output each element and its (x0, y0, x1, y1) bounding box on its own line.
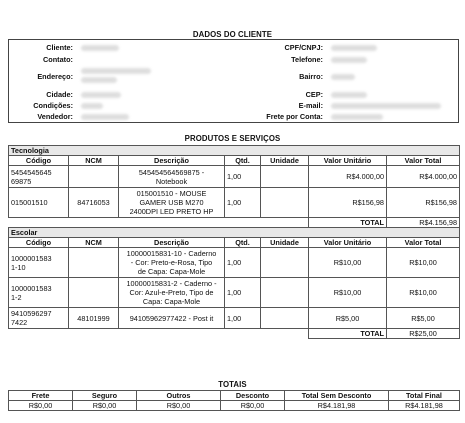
group-total-value: R$4.156,98 (387, 218, 460, 228)
group-total-label: TOTAL (309, 329, 387, 339)
cell-codigo: 015001510 (9, 188, 69, 218)
cell-qtd: 1,00 (225, 308, 261, 329)
label-cliente: Cliente: (46, 43, 73, 52)
col-descricao: Descrição (119, 238, 225, 248)
totals-header-outros: Outros (137, 391, 221, 401)
group-total-value: R$25,00 (387, 329, 460, 339)
products-section-title: PRODUTOS E SERVIÇOS (184, 134, 281, 143)
cell-codigo: 1000001583 1-10 (9, 248, 69, 278)
products-table (8, 145, 460, 339)
cell-valor-unitario: R$156,98 (309, 188, 387, 218)
cell-unidade (261, 278, 309, 308)
cell-codigo: 1000001583 1-2 (9, 278, 69, 308)
cell-valor-total: R$10,00 (387, 278, 460, 308)
group-name: Tecnologia (9, 146, 460, 156)
cell-ncm (69, 248, 119, 278)
col-codigo: Código (9, 238, 69, 248)
cell-descricao: 10000015831-2 - Caderno - Cor: Azul-e-Preto, Tipo de Capa: Capa-Mole (119, 278, 225, 308)
redacted-email (331, 103, 441, 109)
label-contato: Contato: (43, 55, 73, 64)
group-name: Escolar (9, 228, 460, 238)
totals-header-desconto: Desconto (221, 391, 285, 401)
cell-valor-total: R$156,98 (387, 188, 460, 218)
label-telefone: Telefone: (291, 55, 323, 64)
totals-value-total-final: R$4.181,98 (389, 401, 460, 411)
group-total-label: TOTAL (309, 218, 387, 228)
totals-value-frete: R$0,00 (9, 401, 73, 411)
redacted-condicoes (81, 103, 103, 109)
redacted-bairro (331, 74, 355, 80)
cell-unidade (261, 188, 309, 218)
table-row (9, 308, 460, 329)
redacted-vendedor (81, 114, 129, 120)
cell-ncm (69, 278, 119, 308)
redacted-cpf-cnpj (331, 45, 377, 51)
cell-qtd: 1,00 (225, 188, 261, 218)
table-row (9, 278, 460, 308)
col-unidade: Unidade (261, 238, 309, 248)
col-unidade: Unidade (261, 156, 309, 166)
cell-unidade (261, 308, 309, 329)
cell-valor-unitario: R$4.000,00 (309, 166, 387, 188)
redacted-cidade (81, 92, 121, 98)
redacted-cliente (81, 45, 119, 51)
client-box (8, 39, 459, 123)
col-valor-unitario: Valor Unitário (309, 156, 387, 166)
totals-value-outros: R$0,00 (137, 401, 221, 411)
cell-valor-unitario: R$10,00 (309, 248, 387, 278)
cell-qtd: 1,00 (225, 248, 261, 278)
cell-ncm: 84716053 (69, 188, 119, 218)
cell-codigo: 9410596297 7422 (9, 308, 69, 329)
cell-valor-total: R$10,00 (387, 248, 460, 278)
col-descricao: Descrição (119, 156, 225, 166)
col-codigo: Código (9, 156, 69, 166)
cell-descricao: 545454564569875 - Notebook (119, 166, 225, 188)
label-email: E-mail: (298, 101, 323, 110)
label-cidade: Cidade: (46, 90, 73, 99)
col-valor-unitario: Valor Unitário (309, 238, 387, 248)
table-row (9, 188, 460, 218)
label-bairro: Bairro: (299, 72, 323, 81)
cell-valor-total: R$5,00 (387, 308, 460, 329)
table-row (9, 166, 460, 188)
cell-ncm: 48101999 (69, 308, 119, 329)
cell-codigo: 5454545645 69875 (9, 166, 69, 188)
redacted-frete-por-conta (331, 114, 383, 120)
col-valor-total: Valor Total (387, 156, 460, 166)
label-cep: CEP: (305, 90, 323, 99)
col-valor-total: Valor Total (387, 238, 460, 248)
cell-qtd: 1,00 (225, 278, 261, 308)
col-qtd: Qtd. (225, 156, 261, 166)
totals-value-total-sem-desconto: R$4.181,98 (285, 401, 389, 411)
cell-descricao: 94105962977422 - Post it (119, 308, 225, 329)
totals-section-title: TOTAIS (218, 380, 247, 389)
totals-header-total-sem-desconto: Total Sem Desconto (285, 391, 389, 401)
client-section-title: DADOS DO CLIENTE (192, 30, 273, 39)
redacted-endereco-1 (81, 68, 151, 74)
cell-descricao: 015001510 - MOUSE GAMER USB M270 2400DPI LED PRETO HP (119, 188, 225, 218)
label-condicoes: Condições: (33, 101, 73, 110)
totals-table (8, 390, 460, 411)
label-vendedor: Vendedor: (37, 112, 73, 121)
redacted-cep (331, 92, 367, 98)
col-qtd: Qtd. (225, 238, 261, 248)
cell-qtd: 1,00 (225, 166, 261, 188)
cell-unidade (261, 248, 309, 278)
totals-header-seguro: Seguro (73, 391, 137, 401)
label-cpf-cnpj: CPF/CNPJ: (284, 43, 323, 52)
cell-valor-total: R$4.000,00 (387, 166, 460, 188)
table-row (9, 248, 460, 278)
totals-value-desconto: R$0,00 (221, 401, 285, 411)
cell-valor-unitario: R$10,00 (309, 278, 387, 308)
totals-header-total-final: Total Final (389, 391, 460, 401)
col-ncm: NCM (69, 238, 119, 248)
redacted-telefone (331, 57, 367, 63)
col-ncm: NCM (69, 156, 119, 166)
totals-value-seguro: R$0,00 (73, 401, 137, 411)
cell-unidade (261, 166, 309, 188)
label-endereco: Endereço: (37, 72, 73, 81)
cell-ncm (69, 166, 119, 188)
cell-descricao: 10000015831-10 - Caderno - Cor: Preto-e-Rosa, Tipo de Capa: Capa-Mole (119, 248, 225, 278)
cell-valor-unitario: R$5,00 (309, 308, 387, 329)
redacted-endereco-2 (81, 77, 117, 83)
label-frete-por-conta: Frete por Conta: (266, 112, 323, 121)
totals-header-frete: Frete (9, 391, 73, 401)
